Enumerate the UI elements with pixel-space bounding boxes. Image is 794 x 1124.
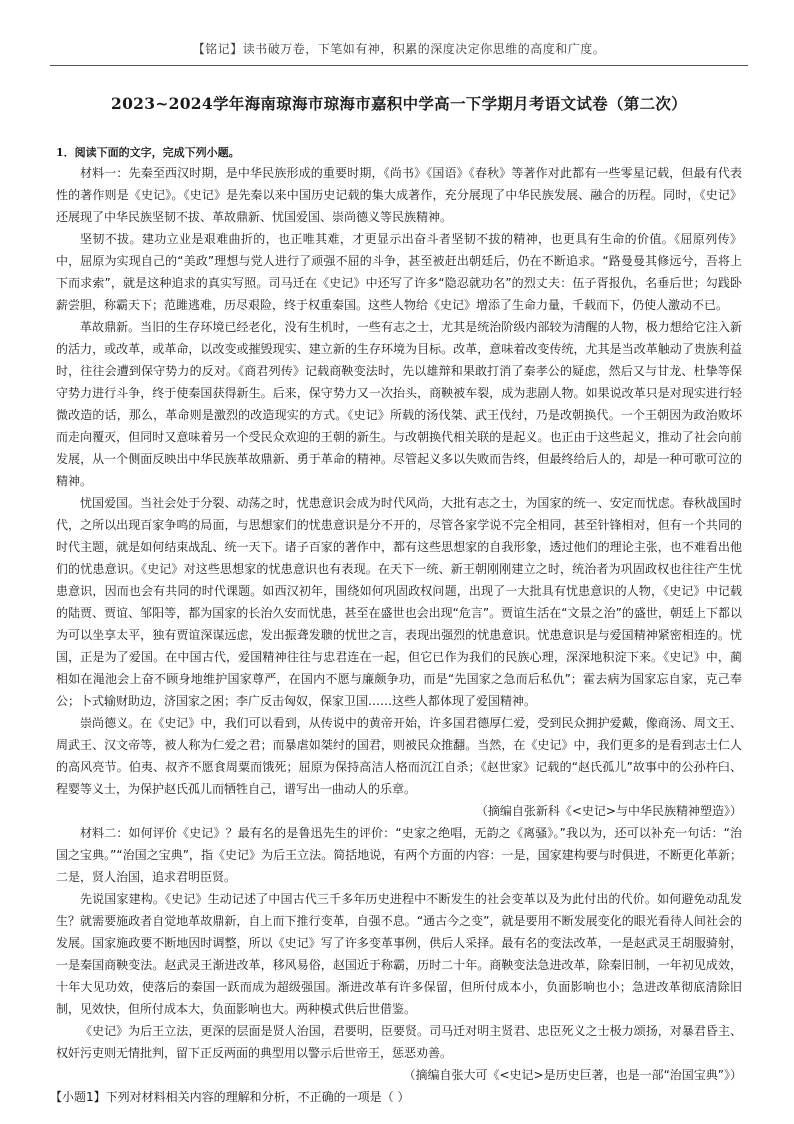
paragraph: 《史记》为后王立法，更深的层面是贤人治国，君要明，臣要贤。司马迁对明主贤君、忠臣死义之士极力颂扬，对暴君昏主、权奸污吏则无情批判，留下正反两面的典型用以警示后世帝王，惩恶劝善。 xyxy=(56,1024,742,1060)
paragraph: 崇尚德义。在《史记》中，我们可以看到，从传说中的黄帝开始，许多国君德厚仁爱，受到民众拥护爱戴，像商汤、周文王、周武王、汉文帝等，被人称为仁爱之君；而暴虐如桀纣的国君，则被民众推翻。当然，在《史记》中，我们更多的是看到志士仁人的高风亮节。伯夷、叔齐不愿食周粟而饿死；屈原为保持高洁人格而沉江自杀；《赵世家》记载的“赵氏孤儿”故事中的公孙杵臼、程婴等义士，为保护赵氏孤儿而牺牲自己，谱写出一曲动人的乐章。 xyxy=(56,716,742,796)
header-divider xyxy=(50,65,748,66)
paragraph: 材料一：先秦至西汉时期，是中华民族形成的重要时期，《尚书》《国语》《春秋》等著作对此都有一些零星记载，但最有代表性的著作则是《史记》。《史记》是先秦以来中国历史记载的集大成著作，充分展现了中华民族发展、融合的历程。同时，《史记》还展现了中华民族坚韧不拔、革故鼎新、忧国爱国、崇尚德义等民族精神。 xyxy=(56,166,742,224)
paragraph: 革故鼎新。当旧的生存环境已经老化，没有生机时，一些有志之士，尤其是统治阶级内部较为清醒的人物，极力想给它注入新的活力，或改革，或革命，以改变或摧毁现实、建立新的生存环境为目标。改革，意味着改变传统，尤其是当改革触动了贵族利益时，往往会遭到保守势力的反对。《商君列传》记载商鞅变法时，先以雄辩和果敢打消了秦孝公的疑虑，然后又与甘龙、杜挚等保守势力进行斗争，终于使秦国获得新生。后来，保守势力又一次抬头，商鞅被车裂，成为悲剧人物。如果说改革只是对现实进行轻微改造的话，那么，革命则是激烈的改造现实的方式。《史记》所载的汤伐桀、武王伐纣，乃是改朝换代。一个王朝因为政治败坏而走向覆灭，但同时又意味着另一个受民众欢迎的王朝的新生。与改朝换代相关联的是起义。也正由于这些起义，推动了社会向前发展，从一个侧面反映出中华民族革故鼎新、勇于革命的精神。尽管起义多以失败而告终，但最终给后人的，却是一种可歌可泣的精神。 xyxy=(56,320,742,488)
header-motto: 【铭记】读书破万卷，下笔如有神，积累的深度决定你思维的高度和广度。 xyxy=(192,42,606,56)
source-citation: （摘编自张新科《<史记>与中华民族精神塑造》） xyxy=(475,804,742,818)
page-title: 2023~2024学年海南琼海市琼海市嘉积中学高一下学期月考语文试卷（第二次） xyxy=(111,94,687,113)
subquestion: 【小题1】下列对材料相关内容的理解和分析，不正确的一项是（ ） xyxy=(50,1090,410,1104)
paragraph: 材料二：如何评价《史记》？最有名的是鲁迅先生的评价：“史家之绝唱，无韵之《离骚》。”我以为，还可以补充一句话：“治国之宝典。”“治国之宝典”，指《史记》为后王立法。简括地说，有两个方面的内容：一是，国家建构要与时俱进，不断更化革新；二是，贤人治国，追求君明臣贤。 xyxy=(56,826,742,884)
paragraph: 坚韧不拔。建功立业是艰难曲折的，也正唯其难，才更显示出奋斗者坚韧不拔的精神，也更具有生命的价值。《屈原列传》中，屈原为实现自己的“美政”理想与党人进行了顽强不屈的斗争，甚至被赶出朝廷后，仍在不断追求。“路曼曼其修远兮，吾将上下而求索”，就是这种追求的真实写照。司马迁在《史记》中还写了许多“隐忍就功名”的烈丈夫：伍子胥报仇，名垂后世；勾践卧薪尝胆，称霸天下；范雎逃难，历尽艰险，终于权重秦国。这些人物给《史记》增添了生命力量，千载而下，仍使人激动不已。 xyxy=(56,232,742,312)
paragraph: 忧国爱国。当社会处于分裂、动荡之时，忧患意识会成为时代风尚，大批有志之士，为国家的统一、安定而忧虑。春秋战国时代，之所以出现百家争鸣的局面，与思想家们的忧患意识是分不开的，尽管各家学说不完全相同，甚至针锋相对，但有一个共同的时代主题，就是如何结束战乱、统一天下。诸子百家的著作中，都有这些思想家的自我形象，透过他们的理论主张，也不难看出他们的忧患意识。《史记》对这些思想家的忧患意识也有表现。在天下一统、新王朝刚刚建立之时，统治者为巩固政权也往往产生忧患意识，因而也会有共同的时代课题。如西汉初年，围绕如何巩固政权问题，出现了一大批具有忧患意识的人物，《史记》中记载的陆贾、贾谊、邹阳等，都为国家的长治久安而忧患，甚至在盛世也会出现“危言”。贾谊生活在“文景之治”的盛世，朝廷上下都以为可以坐享太平，独有贾谊深谋远虑，发出振聋发聩的忧世之言，表现出强烈的忧患意识。忧患意识是与爱国精神紧密相连的。忧国，正是为了爱国。在中国古代，爱国精神往往与忠君连在一起，但它已作为我们的民族心理，深深地积淀下来。《史记》中，蔺相如在渑池会上奋不顾身地维护国家尊严，在国内不愿与廉颇争功，而是“先国家之急而后私仇”；霍去病为国家忘自家，克己奉公；卜式输财助边，济国家之困；李广反击匈奴，保家卫国……这些人都体现了爱国精神。 xyxy=(56,496,742,708)
source-citation: （摘编自张大可《<史记>是历史巨著，也是一部“治国宝典”》） xyxy=(403,1068,742,1082)
question-heading: 1．阅读下面的文字，完成下列小题。 xyxy=(56,146,240,159)
passage xyxy=(50,162,742,1108)
paragraph: 先说国家建构。《史记》生动记述了中国古代三千多年历史进程中不断发生的社会变革以及为此付出的代价。如何避免动乱发生？就需要施政者自觉地革故鼎新，自上而下推行变革，自强不息。“通古今之变”，就是要用不断发展变化的眼光看待人间社会的发展。国家施政要不断地因时调整，所以《史记》写了许多变革事例，供后人采择。最有名的变法改革，一是赵武灵王胡服骑射，一是秦国商鞅变法。赵武灵王渐进改革，移风易俗，赵国近于称霸，历时二十年。商鞅变法急进改革，除秦旧制，一年初见成效，十年大见功效，使落后的秦国一跃而成为超级强国。渐进改革有许多保留，但所付成本小，负面影响也小；急进改革彻底清除旧制，见效快，但所付成本大，负面影响也大。两种模式供后世借鉴。 xyxy=(56,892,742,1016)
